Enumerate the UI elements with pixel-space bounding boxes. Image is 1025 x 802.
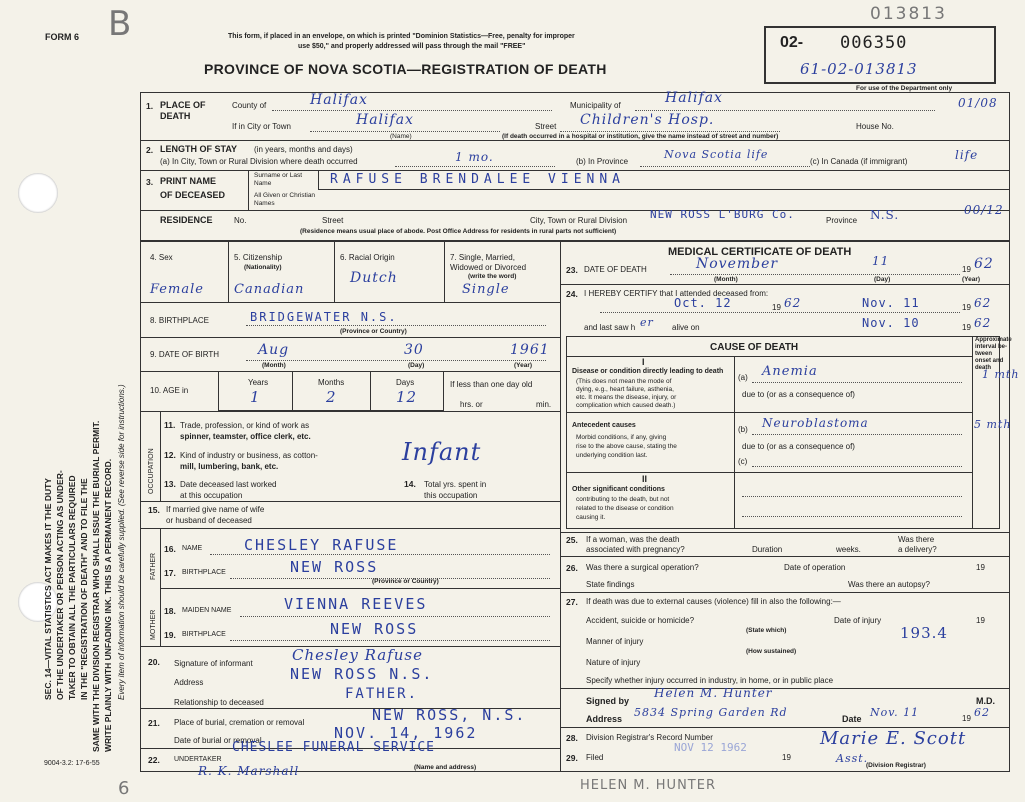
stay-b-line (640, 166, 810, 167)
surname-value: RAFUSE BRENDALEE VIENNA (330, 172, 626, 187)
cause-a-interval: 1 mth (982, 368, 1020, 381)
divider-8 (140, 411, 560, 412)
dod-year: 62 (974, 256, 994, 272)
side-instruction-4: IN THE "REGISTRATION OF DEATH" AND TO FILE THE (79, 478, 89, 700)
marital-value: Single (462, 282, 510, 297)
name-label-1: PRINT NAME (160, 176, 216, 186)
days-label: Days (396, 378, 415, 387)
registrar-signature: Marie E. Scott (820, 728, 967, 749)
autopsy-label: Was there an autopsy? (848, 580, 930, 589)
medical-heading: MEDICAL CERTIFICATE OF DEATH (668, 246, 852, 258)
stay-b-value: Nova Scotia life (664, 148, 769, 161)
months-label: Months (318, 378, 345, 387)
divider-9 (140, 501, 560, 502)
residence-no-label: No. (234, 216, 247, 225)
q15-label-1: If married give name of wife (166, 505, 265, 514)
roman-2: II (642, 474, 648, 484)
years-label: Years (248, 378, 269, 387)
dod-day: 11 (872, 254, 890, 268)
cause-line-b (566, 472, 972, 473)
ante-3: underlying condition last. (576, 452, 648, 459)
q13-label-2: at this occupation (180, 491, 243, 500)
attend-to-19: 19 (962, 303, 971, 312)
age-years: 1 (250, 388, 261, 406)
occupation-side-label: OCCUPATION (148, 448, 155, 494)
cause-a: (a) (738, 373, 748, 382)
q14-label-1: Total yrs. spent in (424, 480, 487, 489)
stay-a-label: (a) In City, Town or Rural Division where death occurred (160, 157, 358, 166)
dob-month: Aug (258, 342, 290, 358)
county-label: County of (232, 101, 267, 110)
q15-number: 15. (148, 505, 160, 515)
residence-code: 00/12 (964, 203, 1004, 217)
cause-interval-div (972, 336, 973, 529)
dod-month-sub: (Month) (714, 276, 738, 283)
residence-city-label: City, Town or Rural Division (530, 216, 628, 225)
residence-province-label: Province (826, 216, 858, 225)
citizenship-value: Canadian (234, 282, 305, 297)
municipality-label: Municipality of (570, 101, 621, 110)
form-number: FORM 6 (45, 32, 80, 42)
signed-label: Signed by (586, 696, 630, 706)
registrar-label: (Division Registrar) (866, 762, 926, 769)
birthplace-line (246, 325, 546, 326)
cause-b: (b) (738, 425, 748, 434)
name-label-2: OF DECEASED (160, 190, 226, 200)
side-instruction-3: TAKER TO OBTAIN ALL THE PARTICULARS REQUIRED (67, 475, 77, 700)
q28-number: 28. (566, 733, 578, 743)
margin-pencil: 6 (118, 778, 130, 799)
mother-side-label: MOTHER (150, 609, 157, 640)
dob-month-sub: (Month) (262, 362, 286, 369)
divider-5 (140, 302, 560, 303)
father-name: CHESLEY RAFUSE (244, 536, 399, 554)
divider-11 (160, 588, 560, 589)
punch-hole-top (18, 173, 58, 213)
accident-label: Accident, suicide or homicide? (586, 616, 695, 625)
burial-date: NOV. 14, 1962 (334, 724, 478, 742)
divider-r4 (560, 592, 1010, 593)
racial-value: Dutch (350, 270, 398, 286)
q25-label-2: associated with pregnancy? (586, 545, 685, 554)
q21-number: 21. (148, 718, 160, 728)
cause-c-line (752, 466, 962, 467)
md-label: M.D. (976, 696, 995, 706)
dod-month: November (696, 256, 779, 272)
page-title: PROVINCE OF NOVA SCOTIA—REGISTRATION OF DEATH (204, 61, 607, 77)
mother-bp-line (230, 640, 550, 641)
mother-name: VIENNA REEVES (284, 595, 428, 613)
city-line (310, 131, 500, 132)
column-divider (560, 242, 561, 772)
sex-label: 4. Sex (150, 253, 173, 262)
external-label: If death was due to external causes (violence) fill in also the following:— (586, 597, 841, 606)
nature-label: Nature of injury (586, 658, 641, 667)
age-label: 10. AGE in (150, 386, 189, 395)
direct-note-3: etc. It means the disease, injury, or (576, 394, 677, 401)
sig-label: Signature of informant (174, 659, 253, 668)
state-which: (State which) (746, 627, 787, 634)
q17-number: 17. (164, 568, 176, 578)
q14-number: 14. (404, 479, 416, 489)
direct-note-4: complication which caused death.) (576, 402, 676, 409)
age-months: 2 (326, 388, 337, 406)
dod-19: 19 (962, 265, 971, 274)
registrar-asst: Asst. (836, 752, 869, 765)
cause-a-value: Anemia (762, 364, 818, 379)
pencil-letter: B (108, 4, 132, 44)
dod-label: DATE OF DEATH (584, 265, 647, 274)
side-instruction-7: Every item of information should be carefully supplied. (See reverse side for instructions.) (117, 384, 126, 700)
q13-label-1: Date deceased last worked (180, 480, 277, 489)
dob-day: 30 (404, 342, 424, 358)
lessday-label: If less than one day old (450, 380, 533, 389)
signed-date: Nov. 11 (870, 706, 920, 719)
injury-date-label: Date of injury (834, 616, 882, 625)
q12-label-1: Kind of industry or business, as cotton- (180, 451, 318, 460)
q19-number: 19. (164, 630, 176, 640)
father-bp-label: BIRTHPLACE (182, 569, 226, 576)
side-instruction-5: SAME WITH THE DIVISION REGISTRAR WHO SHALL ISSUE THE BURIAL PERMIT. (91, 420, 101, 752)
stay-c-label: (c) In Canada (if immigrant) (810, 157, 908, 166)
q12-number: 12. (164, 450, 176, 460)
city-name-sub: (Name) (390, 133, 412, 140)
occupation-side-line (160, 411, 161, 501)
undertaker-sub: (Name and address) (414, 764, 477, 771)
place-code: 01/08 (958, 96, 998, 110)
undertaker-sig: R. K. Marshall (198, 764, 300, 778)
divider-10 (140, 528, 560, 529)
q12-label-2: mill, lumbering, bank, etc. (180, 462, 279, 471)
printed-physician-name: HELEN M. HUNTER (580, 778, 716, 793)
op-label: Was there a surgical operation? (586, 563, 699, 572)
filed-label: Filed (586, 753, 604, 762)
divider-6 (140, 337, 560, 338)
dob-day-sub: (Day) (408, 362, 425, 369)
q20-number: 20. (148, 657, 160, 667)
stay-label: LENGTH OF STAY (160, 144, 238, 154)
other-3: causing it. (576, 514, 606, 521)
cause-a-line (752, 382, 962, 383)
q14-label-2: this occupation (424, 491, 478, 500)
divider-r2 (560, 532, 1010, 533)
city-label: If in City or Town (232, 122, 291, 131)
attend-from-year: 62 (784, 296, 802, 310)
father-side-label: FATHER (150, 552, 157, 580)
signed-value: Helen M. Hunter (654, 686, 773, 700)
sex-divider (228, 242, 229, 302)
informant-address-label: Address (174, 678, 204, 687)
street-line (560, 131, 780, 132)
lastsaw-year: 62 (974, 316, 992, 330)
q26-number: 26. (566, 563, 578, 573)
cause-head-line (566, 356, 972, 357)
q11-label-1: Trade, profession, or kind of work as (180, 421, 310, 430)
dob-line (246, 360, 546, 361)
op-19: 19 (976, 563, 985, 572)
burial-place-label: Place of burial, cremation or removal (174, 718, 305, 727)
q3-number: 3. (146, 177, 154, 187)
lastsaw-date: Nov. 10 (862, 316, 920, 330)
county-value: Halifax (310, 92, 368, 108)
other-1: contributing to the death, but not (576, 496, 670, 503)
q22-number: 22. (148, 755, 160, 765)
age-div-1 (292, 371, 293, 411)
residence-province: N.S. (870, 208, 900, 222)
footer-code: 9004-3.2: 17-6-55 (44, 760, 100, 767)
q27-number: 27. (566, 597, 578, 607)
certify-label: I HEREBY CERTIFY that I attended deceased from: (584, 289, 769, 298)
attend-from-19: 19 (772, 303, 781, 312)
lastsaw-mid: alive on (672, 323, 700, 332)
dob-year: 1961 (510, 342, 550, 358)
father-bp-sub: (Province or Country) (372, 578, 439, 585)
dod-day-sub: (Day) (874, 276, 891, 283)
address-value: 5834 Spring Garden Rd (634, 706, 788, 719)
cause-label-div (734, 356, 735, 529)
weeks-label: weeks. (836, 545, 861, 554)
q25-number: 25. (566, 535, 578, 545)
hrs-label: hrs. or (460, 400, 483, 409)
given-label: All Given or Christian Names (254, 192, 316, 207)
min-label: min. (536, 400, 552, 409)
date-label: Date (842, 714, 862, 724)
side-instruction-2: OF THE UNDERTAKER OR PERSON ACTING AS UNDER- (55, 470, 65, 700)
name-divider-v (248, 170, 249, 210)
street-label: Street (535, 122, 557, 131)
divider-4 (140, 240, 1010, 242)
direct-label: Disease or condition directly leading to death (572, 368, 724, 375)
address-label: Address (586, 714, 623, 724)
marital-label-1: 7. Single, Married, (450, 253, 515, 262)
registration-number: 006350 (840, 33, 908, 53)
divider-r1 (560, 284, 1010, 285)
occupation-value: Infant (402, 438, 482, 466)
house-label: House No. (856, 122, 894, 131)
divider-1 (140, 140, 1010, 141)
side-instruction-1: SEC. 14—VITAL STATISTICS ACT MAKES IT THE DUTY (43, 478, 53, 700)
dod-line (670, 274, 960, 275)
cause-heading: CAUSE OF DEATH (710, 342, 799, 353)
interval-heading: Approximate interval be-tween onset and death (975, 337, 1012, 371)
cause-c: (c) (738, 457, 748, 466)
informant-signature: Chesley Rafuse (292, 646, 423, 664)
signed-19: 19 (962, 714, 971, 723)
residence-note: (Residence means usual place of abode. Post Office Address for residents in rural parts not sufficient) (300, 228, 617, 235)
findings-label: State findings (586, 580, 635, 589)
cause-b-interval: 5 mth (974, 418, 1012, 431)
certify-line (600, 312, 960, 313)
stay-c-value: life (955, 148, 979, 162)
q2-number: 2. (146, 145, 154, 155)
manner-value: 193.4 (900, 624, 948, 642)
father-bp: NEW ROSS (290, 558, 379, 576)
q25-label-1: If a woman, was the death (586, 535, 680, 544)
reg-record-label: Division Registrar's Record Number (586, 733, 713, 742)
filed-19: 19 (782, 753, 791, 762)
direct-note-2: dying, e.g., heart failure, asthenia, (576, 386, 674, 393)
dob-year-sub: (Year) (514, 362, 533, 369)
municipality-line (635, 110, 935, 111)
q11-label-2: spinner, teamster, office clerk, etc. (180, 432, 311, 441)
ante-1: Morbid conditions, if any, giving (576, 434, 667, 441)
lastsaw-h: er (640, 316, 654, 329)
municipality-value: Halifax (665, 90, 723, 106)
cause-line-a (566, 412, 972, 413)
attend-from: Oct. 12 (674, 296, 732, 310)
q23-number: 23. (566, 265, 578, 275)
specify-label: Specify whether injury occurred in industry, in home, or in public place (586, 676, 834, 685)
roman-1: I (642, 357, 645, 367)
cause-b-line (752, 434, 962, 435)
q29-number: 29. (566, 753, 578, 763)
birthplace-label: 8. BIRTHPLACE (150, 316, 209, 325)
direct-note-1: (This does not mean the mode of (576, 378, 672, 385)
how-sustained: (How sustained) (746, 648, 797, 655)
burial-date-label: Date of burial or removal (174, 736, 262, 745)
county-line (272, 110, 552, 111)
birthplace-value: BRIDGEWATER N.S. (250, 310, 398, 324)
stay-b-label: (b) In Province (576, 157, 629, 166)
other-line-2 (742, 516, 962, 517)
parent-side-line (160, 528, 161, 646)
q13-number: 13. (164, 479, 176, 489)
q18-number: 18. (164, 606, 176, 616)
maiden-line (240, 616, 550, 617)
age-days: 12 (396, 388, 418, 406)
other-line-1 (742, 496, 962, 497)
racial-label: 6. Racial Origin (340, 253, 395, 262)
marital-label-3: (write the word) (468, 273, 517, 280)
duration-label: Duration (752, 545, 783, 554)
undertaker-value: CHESLEE FUNERAL SERVICE (232, 740, 436, 755)
birthplace-sub: (Province or Country) (340, 328, 407, 335)
attend-to: Nov. 11 (862, 296, 920, 310)
city-value: Halifax (356, 112, 414, 128)
citizenship-divider (334, 242, 335, 302)
citizenship-sub: (Nationality) (244, 264, 282, 271)
maiden-label: MAIDEN NAME (182, 607, 232, 614)
q16-number: 16. (164, 544, 176, 554)
burial-place: NEW ROSS, N.S. (372, 706, 527, 724)
envelope-note-2: use $50," and properly addressed will pass through the mail "FREE" (298, 43, 526, 50)
relation-label: Relationship to deceased (174, 698, 264, 707)
q15-label-2: or husband of deceased (166, 516, 252, 525)
street-value: Children's Hosp. (580, 112, 715, 128)
relation-value: FATHER. (345, 686, 419, 702)
residence-street-label: Street (322, 216, 344, 225)
registration-prefix: 02- (780, 34, 804, 51)
mother-bp: NEW ROSS (330, 620, 419, 638)
side-instruction-6: WRITE PLAINLY WITH UNFADING INK. THIS IS A PERMANENT RECORD. (103, 458, 113, 752)
antecedent-label: Antecedent causes (572, 422, 636, 429)
wasthere-label: Was there (898, 535, 935, 544)
stay-sub: (in years, months and days) (254, 145, 353, 154)
dod-year-sub: (Year) (962, 276, 981, 283)
citizenship-label: 5. Citizenship (234, 253, 283, 262)
cause-b-value: Neuroblastoma (762, 416, 869, 430)
place-label: PLACE OF DEATH (160, 100, 206, 121)
divider-r3 (560, 556, 1010, 557)
ante-2: rise to the above cause, stating the (576, 443, 677, 450)
other-label: Other significant conditions (572, 486, 665, 493)
mother-bp-label: BIRTHPLACE (182, 631, 226, 638)
stay-a-value: 1 mo. (455, 150, 494, 164)
due-2: due to (or as a consequence of) (742, 442, 855, 451)
delivery-label: a delivery? (898, 545, 937, 554)
filed-stamp: NOV 12 1962 (674, 741, 747, 754)
other-2: related to the disease or condition (576, 505, 674, 512)
informant-address: NEW ROSS N.S. (290, 665, 434, 683)
signed-year: 62 (974, 706, 990, 719)
lastsaw-19: 19 (962, 323, 971, 332)
department-use-label: For use of the Department only (856, 85, 953, 92)
q11-number: 11. (164, 420, 176, 430)
residence-label: RESIDENCE (160, 215, 213, 225)
q1-number: 1. (146, 101, 154, 111)
residence-city: NEW ROSS L'BURG Co. (650, 208, 795, 221)
manner-label: Manner of injury (586, 637, 644, 646)
dob-label: 9. DATE OF BIRTH (150, 350, 220, 359)
marital-label-2: Widowed or Divorced (450, 263, 527, 272)
department-number: 61-02-013813 (800, 60, 918, 78)
father-name-label: NAME (182, 545, 203, 552)
attend-to-year: 62 (974, 296, 992, 310)
due-1: due to (or as a consequence of) (742, 390, 855, 399)
pencil-serial: 013813 (870, 4, 947, 24)
envelope-note-1: This form, if placed in an envelope, on which is printed "Dominion Statistics—Free, penalty for improper (228, 33, 575, 40)
racial-divider (444, 242, 445, 302)
stay-a-line (395, 166, 555, 167)
lastsaw-label: and last saw h (584, 323, 636, 332)
hospital-note: (If death occurred in a hospital or institution, give the name instead of street and number) (502, 133, 779, 140)
divider-r5 (560, 688, 1010, 689)
surname-label: Surname or Last Name (254, 172, 303, 187)
q24-number: 24. (566, 289, 578, 299)
undertaker-label: UNDERTAKER (174, 756, 222, 763)
father-name-line (210, 554, 550, 555)
sex-value: Female (150, 282, 204, 297)
injury-19: 19 (976, 616, 985, 625)
op-date-label: Date of operation (784, 563, 846, 572)
age-div-2 (370, 371, 371, 411)
